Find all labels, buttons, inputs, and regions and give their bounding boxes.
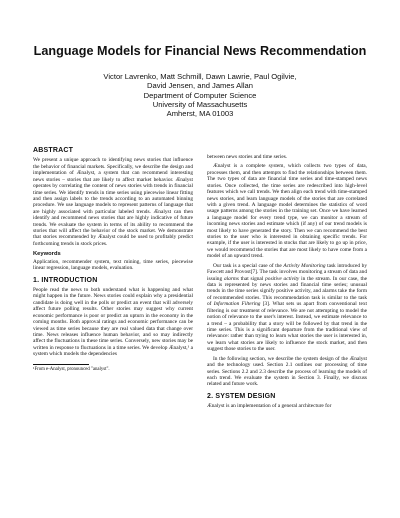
- paragraph-activity-monitoring: [207, 263, 367, 353]
- right-column: [207, 154, 367, 410]
- keywords-text: Application, recommender system, text mining, time series, piecewise linear regression, language models, evaluation.: [33, 258, 193, 272]
- abstract-heading: ABSTRACT: [33, 147, 74, 154]
- paper-title: Language Models for Financial News Recommendation: [33, 44, 367, 58]
- affiliation-line: Department of Computer Science: [143, 90, 257, 100]
- text-run: Our task is a special case of the: [213, 262, 284, 269]
- abstract-text: We present a unique approach to identifying news stories that influence the behavior of financial markets. Specifically, we describe the design and implementation of Ænalyst, a system that can recommend interesting news stories – stories that are likely to affect market behavior. Ænalyst operates by correlating the content of news stories with trends in financial time series. We identify trends in time series using piecewise linear fitting and then assign labels to the trends according to an automated binning procedure. We use language models to represent patterns of language that are highly associated with particular labeled trends. Ænalyst can then identify and recommend news stories that are highly indicative of future trends. We evaluate the system in terms of its ability to recommend the stories that will affect the behavior of the stock market. We demonstrate that stories recommended by Ænalyst could be used to profitably predict forthcoming trends in stock prices.: [33, 157, 193, 247]
- text-run: [3]. What sets us apart from conventional text filtering is our treatment of relevance. We are not attempting to model the notion of relevance to the user's interest. Instead, we estimate relevance to a trend – a probability that a story will be followed by that trend in the time series. This is a significant departure from the traditional view of relevance: rather than trying to learn what stories the user is interested in, we learn what stories are likely to influence the stock market, and then suggest those stories to the user.: [207, 301, 367, 353]
- paragraph: In the following section, we describe the system design of the Ænalyst and the technology used. Section 2.1 outlines our processing of time series. Sections 2.2 and 2.3 describe the process of learning the models of each trend. We evaluate the system in Section 3. Finally, we discuss related and future work.: [207, 355, 367, 388]
- system-design-heading: 2. SYSTEM DESIGN: [207, 392, 276, 400]
- footnote: ¹From e-Analyst, pronounced "analyst".: [33, 366, 110, 372]
- introduction-text: People read the news to both understand what is happening and what might happen in the future. News stories could explain why a presidential candidate is doing well in the polls or predict an event that will adversely affect future polling results. Other stories may suggest why current economic performance is poor or predict an upturn in the economy in the coming months. Both approval ratings and economic performance can be viewed as time series because they are real valued data that change over time. News releases influence human behavior, and so may indirectly affect the fluctuations in these time series. Conversely, new stories may be written in response to fluctuations in a time series. We develop Ænalyst,¹ a system which models the dependencies: [33, 287, 193, 358]
- keywords-heading: Keywords: [33, 251, 61, 258]
- text-run: that signal: [238, 275, 266, 282]
- author-line: Victor Lavrenko, Matt Schmill, Dawn Lawrie, Paul Ogilvie,: [103, 72, 297, 81]
- text-run: in the stream. In our case, the data is represented by news stories and financial time series; unusual trends in the time series signify positive activity, and alarms take the form of recommended stories. This recommendation task is similar to the task of: [207, 275, 367, 308]
- introduction-heading: 1. INTRODUCTION: [33, 276, 98, 284]
- footnote-divider: [33, 364, 89, 365]
- paragraph: Ænalyst is a complete system, which collects two types of data, processes them, and then attempts to find the relationships between them. The two types of data are financial time series and time-stamped news stories. Once collected, the time series are redescribed into high-level features which we call trends. We then align each trend with time-stamped news stories, and learn language models of the stories that are correlated with a given trend. A language model determines the statistics of word usage patterns among the stories in the training set. Once we have learned a language model for every trend type, we can monitor a stream of incoming news stories and estimate which (if any) of our trend models is most likely to have generated the story. Then we can recommend the best stories to the user who is interested in obtaining specific trends. For example, if the user is interested in stocks that are likely to go up in price, we would recommend the stories that are most likely to have come from a model of an upward trend.: [207, 163, 367, 260]
- paragraph: Ænalyst is an implementation of a general architecture for: [207, 403, 332, 410]
- emphasis: Activity Monitoring: [283, 262, 326, 269]
- emphasis: positive activity: [265, 275, 300, 282]
- emphasis: Information Filtering: [213, 301, 261, 308]
- emphasis: alarms: [223, 275, 239, 282]
- author-line: David Jensen, and James Allan: [147, 81, 253, 91]
- affiliation-line: University of Massachusetts: [152, 99, 248, 109]
- paragraph: between news stories and time series.: [207, 154, 288, 160]
- affiliation-line: Amherst, MA 01003: [166, 109, 234, 119]
- author-block: [0, 72, 400, 118]
- left-column: [33, 148, 193, 373]
- text-run: task introduced by Fawcett and Provost[7]. The task involves monitoring a stream of data and issuing: [207, 262, 367, 282]
